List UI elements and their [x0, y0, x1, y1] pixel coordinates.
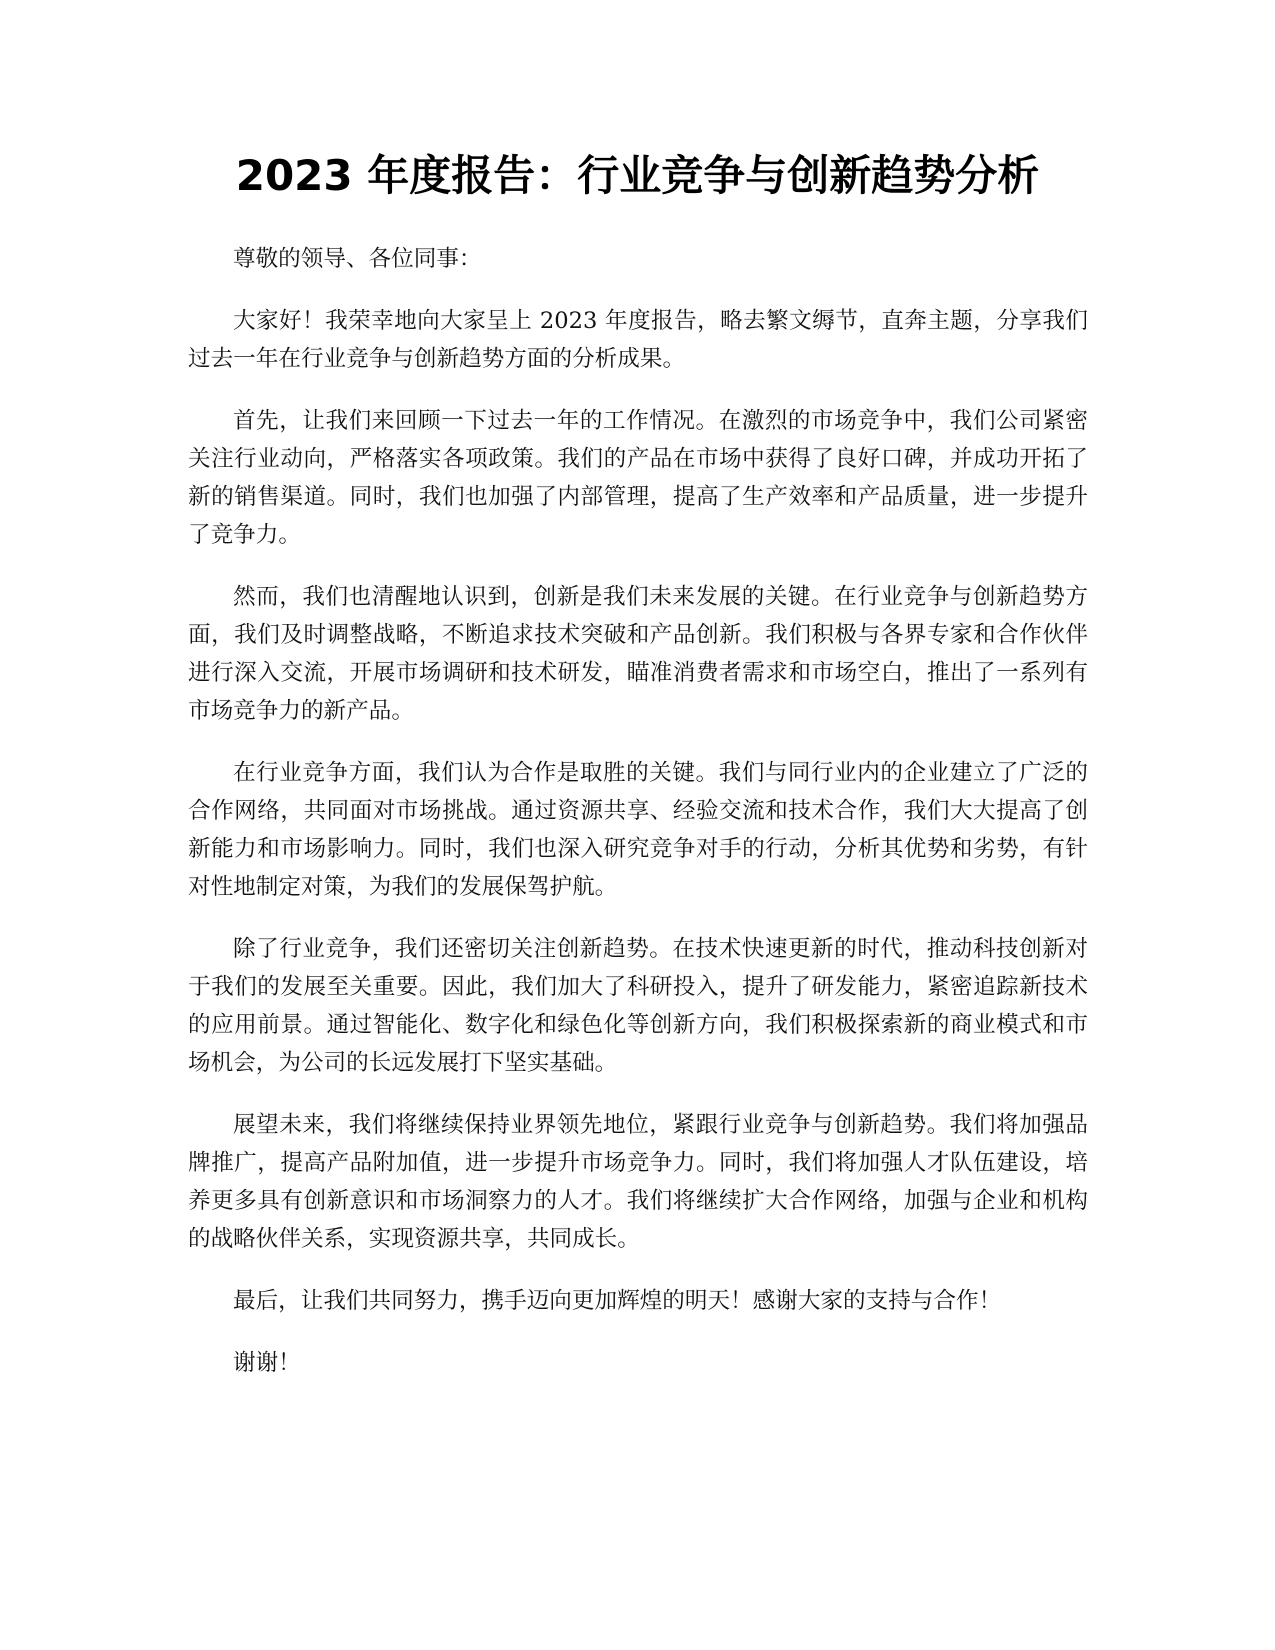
paragraph-innovation: 然而，我们也清醒地认识到，创新是我们未来发展的关键。在行业竞争与创新趋势方面，我们及时调整战略，不断追求技术突破和产品创新。我们积极与各界专家和合作伙伴进行深入交流，开展市场调研和技术研发，瞄准消费者需求和市场空白，推出了一系列有市场竞争力的新产品。	[188, 584, 1088, 724]
document-title: 2023 年度报告：行业竞争与创新趋势分析	[235, 151, 1040, 200]
paragraph-outlook: 展望未来，我们将继续保持业界领先地位，紧跟行业竞争与创新趋势。我们将加强品牌推广，提高产品附加值，进一步提升市场竞争力。同时，我们将加强人才队伍建设，培养更多具有创新意识和市场洞察力的人才。我们将继续扩大合作网络，加强与企业和机构的战略伙伴关系，实现资源共享，共同成长。	[188, 1112, 1088, 1252]
paragraph-trends: 除了行业竞争，我们还密切关注创新趋势。在技术快速更新的时代，推动科技创新对于我们的发展至关重要。因此，我们加大了科研投入，提升了研发能力，紧密追踪新技术的应用前景。通过智能化、数字化和绿色化等创新方向，我们积极探索新的商业模式和市场机会，为公司的长远发展打下坚实基础。	[188, 936, 1088, 1076]
paragraph-salutation: 尊敬的领导、各位同事：	[233, 246, 482, 272]
paragraph-closing: 最后，让我们共同努力，携手迈向更加辉煌的明天！感谢大家的支持与合作！	[233, 1288, 1002, 1314]
paragraph-greeting: 大家好！我荣幸地向大家呈上 2023 年度报告，略去繁文缛节，直奔主题，分享我们过去一年在行业竞争与创新趋势方面的分析成果。	[188, 308, 1088, 372]
paragraph-thanks: 谢谢！	[233, 1350, 301, 1376]
paragraph-competition: 在行业竞争方面，我们认为合作是取胜的关键。我们与同行业内的企业建立了广泛的合作网络，共同面对市场挑战。通过资源共享、经验交流和技术合作，我们大大提高了创新能力和市场影响力。同时，我们也深入研究竞争对手的行动，分析其优势和劣势，有针对性地制定对策，为我们的发展保驾护航。	[188, 760, 1088, 900]
document-body	[188, 240, 1088, 1406]
paragraph-review: 首先，让我们来回顾一下过去一年的工作情况。在激烈的市场竞争中，我们公司紧密关注行业动向，严格落实各项政策。我们的产品在市场中获得了良好口碑，并成功开拓了新的销售渠道。同时，我们也加强了内部管理，提高了生产效率和产品质量，进一步提升了竞争力。	[188, 408, 1088, 548]
